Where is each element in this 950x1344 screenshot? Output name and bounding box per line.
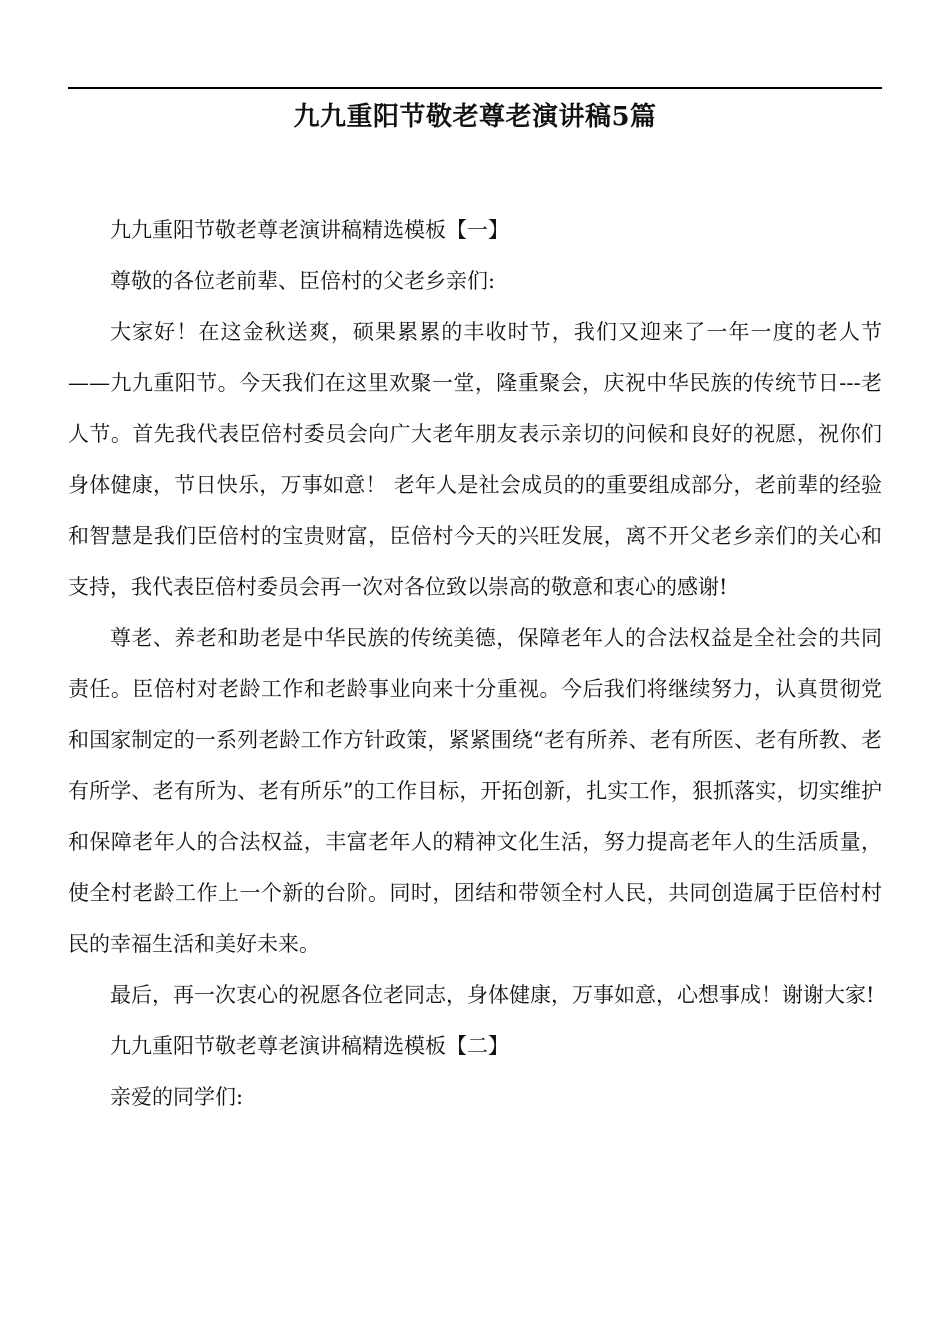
document-title: 九九重阳节敬老尊老演讲稿5篇 [293, 102, 657, 132]
salutation: 尊敬的各位老前辈、臣倍村的父老乡亲们: [110, 269, 496, 293]
header-rule [68, 87, 882, 89]
section-heading-1: 九九重阳节敬老尊老演讲稿精选模板【一】 [110, 218, 509, 242]
closing-paragraph: 最后，再一次衷心的祝愿各位老同志，身体健康，万事如意，心想事成！谢谢大家! [110, 983, 875, 1007]
section-heading-2: 九九重阳节敬老尊老演讲稿精选模板【二】 [110, 1034, 509, 1058]
document-body [68, 205, 882, 1123]
salutation: 亲爱的同学们: [110, 1085, 244, 1109]
body-paragraph: 尊老、养老和助老是中华民族的传统美德，保障老年人的合法权益是全社会的共同责任。臣倍村对老龄工作和老龄事业向来十分重视。今后我们将继续努力，认真贯彻党和国家制定的一系列老龄工作方针政策，紧紧围绕“老有所养、老有所医、老有所教、老有所学、老有所为、老有所乐”的工作目标，开拓创新，扎实工作，狠抓落实，切实维护和保障老年人的合法权益，丰富老年人的精神文化生活，努力提高老年人的生活质量，使全村老龄工作上一个新的台阶。同时，团结和带领全村人民，共同创造属于臣倍村村民的幸福生活和美好未来。 [68, 626, 882, 956]
body-paragraph: 大家好！在这金秋送爽，硕果累累的丰收时节，我们又迎来了一年一度的老人节——九九重阳节。今天我们在这里欢聚一堂，隆重聚会，庆祝中华民族的传统节日---老人节。首先我代表臣倍村委员会向广大老年朋友表示亲切的问候和良好的祝愿，祝你们身体健康，节日快乐，万事如意！ 老年人是社会成员的的重要组成部分，老前辈的经验和智慧是我们臣倍村的宝贵财富，臣倍村今天的兴旺发展，离不开父老乡亲们的关心和支持，我代表臣倍村委员会再一次对各位致以崇高的敬意和衷心的感谢! [68, 320, 882, 599]
